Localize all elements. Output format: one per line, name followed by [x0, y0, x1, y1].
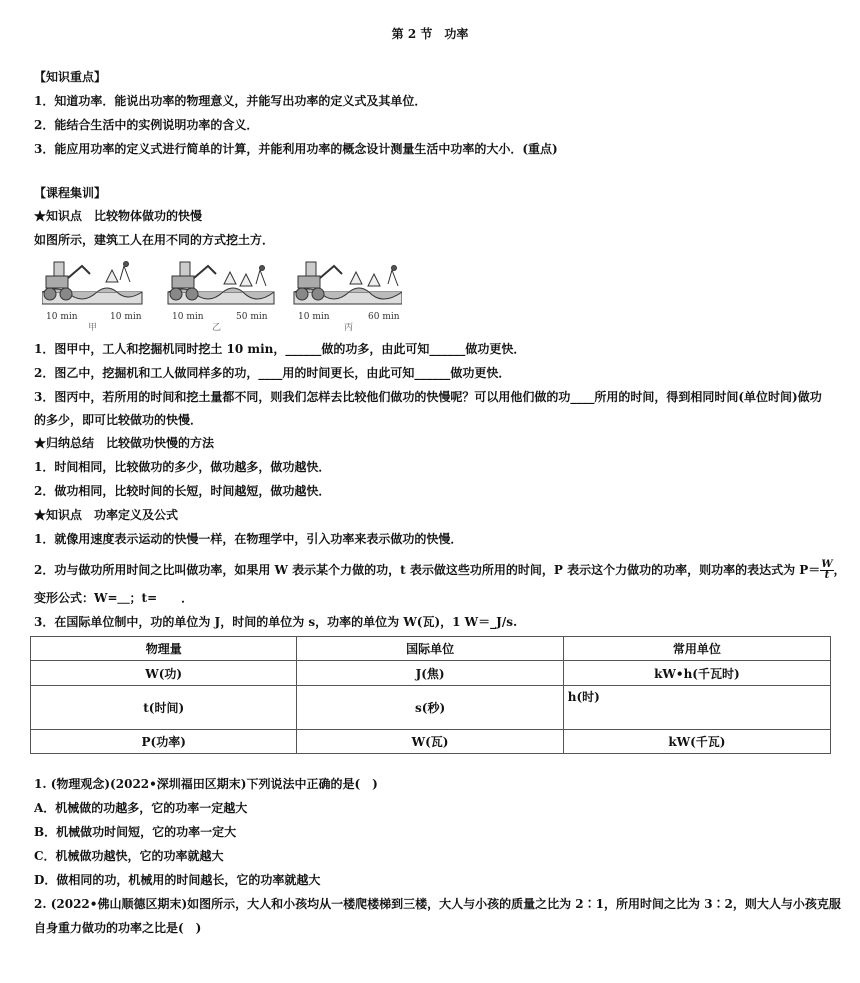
definition-2-text: 2．功与做功所用时间之比叫做功率，如果用 W 表示某个力做的功，t 表示做这些功所用的时间，P 表示这个力做功的功率，则功率的表达式为 P＝ — [34, 563, 821, 577]
exercise-1: 1. (物理观念)(2022•深圳福田区期末)下列说法中正确的是( ) — [34, 777, 378, 791]
figure-time-left-bing: 10 min — [298, 312, 330, 322]
knowledge-item-3: 3．能应用功率的定义式进行简单的计算，并能利用功率的概念设计测量生活中功率的大小．(重点) — [34, 142, 558, 156]
definition-1: 1．就像用速度表示运动的快慢一样，在物理学中，引入功率来表示做功的快慢． — [34, 532, 463, 546]
figure-time-right-yi: 50 min — [236, 312, 268, 322]
exercise-2-line-2: 自身重力做功的功率之比是( ) — [34, 921, 202, 935]
table-header-cell: 国际单位 — [297, 637, 563, 661]
table-cell: J(焦) — [297, 661, 563, 686]
knowledge-point-1: ★知识点 比较物体做功的快慢 — [34, 209, 203, 223]
knowledge-item-1: 1．知道功率．能说出功率的物理意义，并能写出功率的定义式及其单位． — [34, 94, 427, 108]
knowledge-point-2: ★知识点 功率定义及公式 — [34, 508, 179, 522]
table-row — [31, 730, 831, 754]
exercise-1-option-c: C．机械做功越快，它的功率就越大 — [34, 849, 224, 863]
question-2: 2．图乙中，挖掘机和工人做同样多的功，____用的时间更长，由此可知______做功更快． — [34, 366, 511, 380]
summary-item-1: 1．时间相同，比较做功的多少，做功越多，做功越快． — [34, 460, 331, 474]
table-cell: P(功率) — [31, 730, 297, 754]
table-cell: kW•h(千瓦时) — [563, 661, 830, 686]
table-cell: h(时) — [563, 686, 830, 730]
knowledge-item-2: 2．能结合生活中的实例说明功率的含义． — [34, 118, 259, 132]
fraction-denominator: t — [824, 570, 830, 581]
excavation-illustration — [42, 256, 402, 312]
exercise-1-option-b: B．机械做功时间短，它的功率一定大 — [34, 825, 237, 839]
table-header-cell: 常用单位 — [563, 637, 830, 661]
course-heading: 【课程集训】 — [34, 186, 107, 200]
table-cell: kW(千瓦) — [563, 730, 830, 754]
definition-2 — [34, 560, 846, 581]
power-fraction — [820, 560, 833, 581]
figure-intro: 如图所示，建筑工人在用不同的方式挖土方． — [34, 233, 275, 247]
table-cell: s(秒) — [297, 686, 563, 730]
scene-bing — [294, 262, 402, 304]
fraction-numerator: W — [821, 559, 833, 570]
table-cell: t(时间) — [31, 686, 297, 730]
figure-time-left-jia: 10 min — [46, 312, 78, 322]
table-row — [31, 661, 831, 686]
scene-yi — [168, 262, 274, 304]
page-title: 第 2 节 功率 — [391, 27, 469, 41]
figure-time-right-bing: 60 min — [368, 312, 400, 322]
summary-item-2: 2．做功相同，比较时间的长短，时间越短，做功越快． — [34, 484, 331, 498]
excavation-figure — [42, 256, 402, 332]
figure-time-right-jia: 10 min — [110, 312, 142, 322]
table-cell: W(功) — [31, 661, 297, 686]
scene-jia — [42, 262, 142, 305]
summary-heading: ★归纳总结 比较做功快慢的方法 — [34, 436, 215, 450]
table-cell: W(瓦) — [297, 730, 563, 754]
table-row — [31, 686, 831, 730]
question-3-line-1: 3．图丙中，若所用的时间和挖土量都不同，则我们怎样去比较他们做功的快慢呢？可以用他们做的功____所用的时间，得到相同时间(单位时间)做功 — [34, 390, 822, 404]
table-header-cell: 物理量 — [31, 637, 297, 661]
definition-2-tail: ， — [833, 563, 846, 577]
table-header-row — [31, 637, 831, 661]
knowledge-heading: 【知识重点】 — [34, 70, 107, 84]
exercise-1-option-a: A．机械做的功越多，它的功率一定越大 — [34, 801, 248, 815]
question-1: 1．图甲中，工人和挖掘机同时挖土 10 min，______做的功多，由此可知______做功更快． — [34, 342, 526, 356]
derived-formulas: 变形公式：W=＿；t= ． — [34, 591, 194, 605]
units-table — [30, 636, 831, 754]
figure-label-jia: 甲 — [88, 323, 98, 333]
definition-3: 3．在国际单位制中，功的单位为 J，时间的单位为 s，功率的单位为 W(瓦)，1 W＝_J/s. — [34, 615, 518, 629]
figure-time-left-yi: 10 min — [172, 312, 204, 322]
figure-label-yi: 乙 — [212, 323, 222, 333]
question-3-line-2: 的多少，即可比较做功的快慢． — [34, 413, 203, 427]
exercise-1-option-d: D．做相同的功，机械用的时间越长，它的功率就越大 — [34, 873, 321, 887]
exercise-2-line-1: 2. (2022•佛山顺德区期末)如图所示，大人和小孩均从一楼爬楼梯到三楼，大人与小孩的质量之比为 2∶1，所用时间之比为 3∶2，则大人与小孩克服 — [34, 897, 841, 911]
figure-label-bing: 丙 — [344, 323, 354, 333]
